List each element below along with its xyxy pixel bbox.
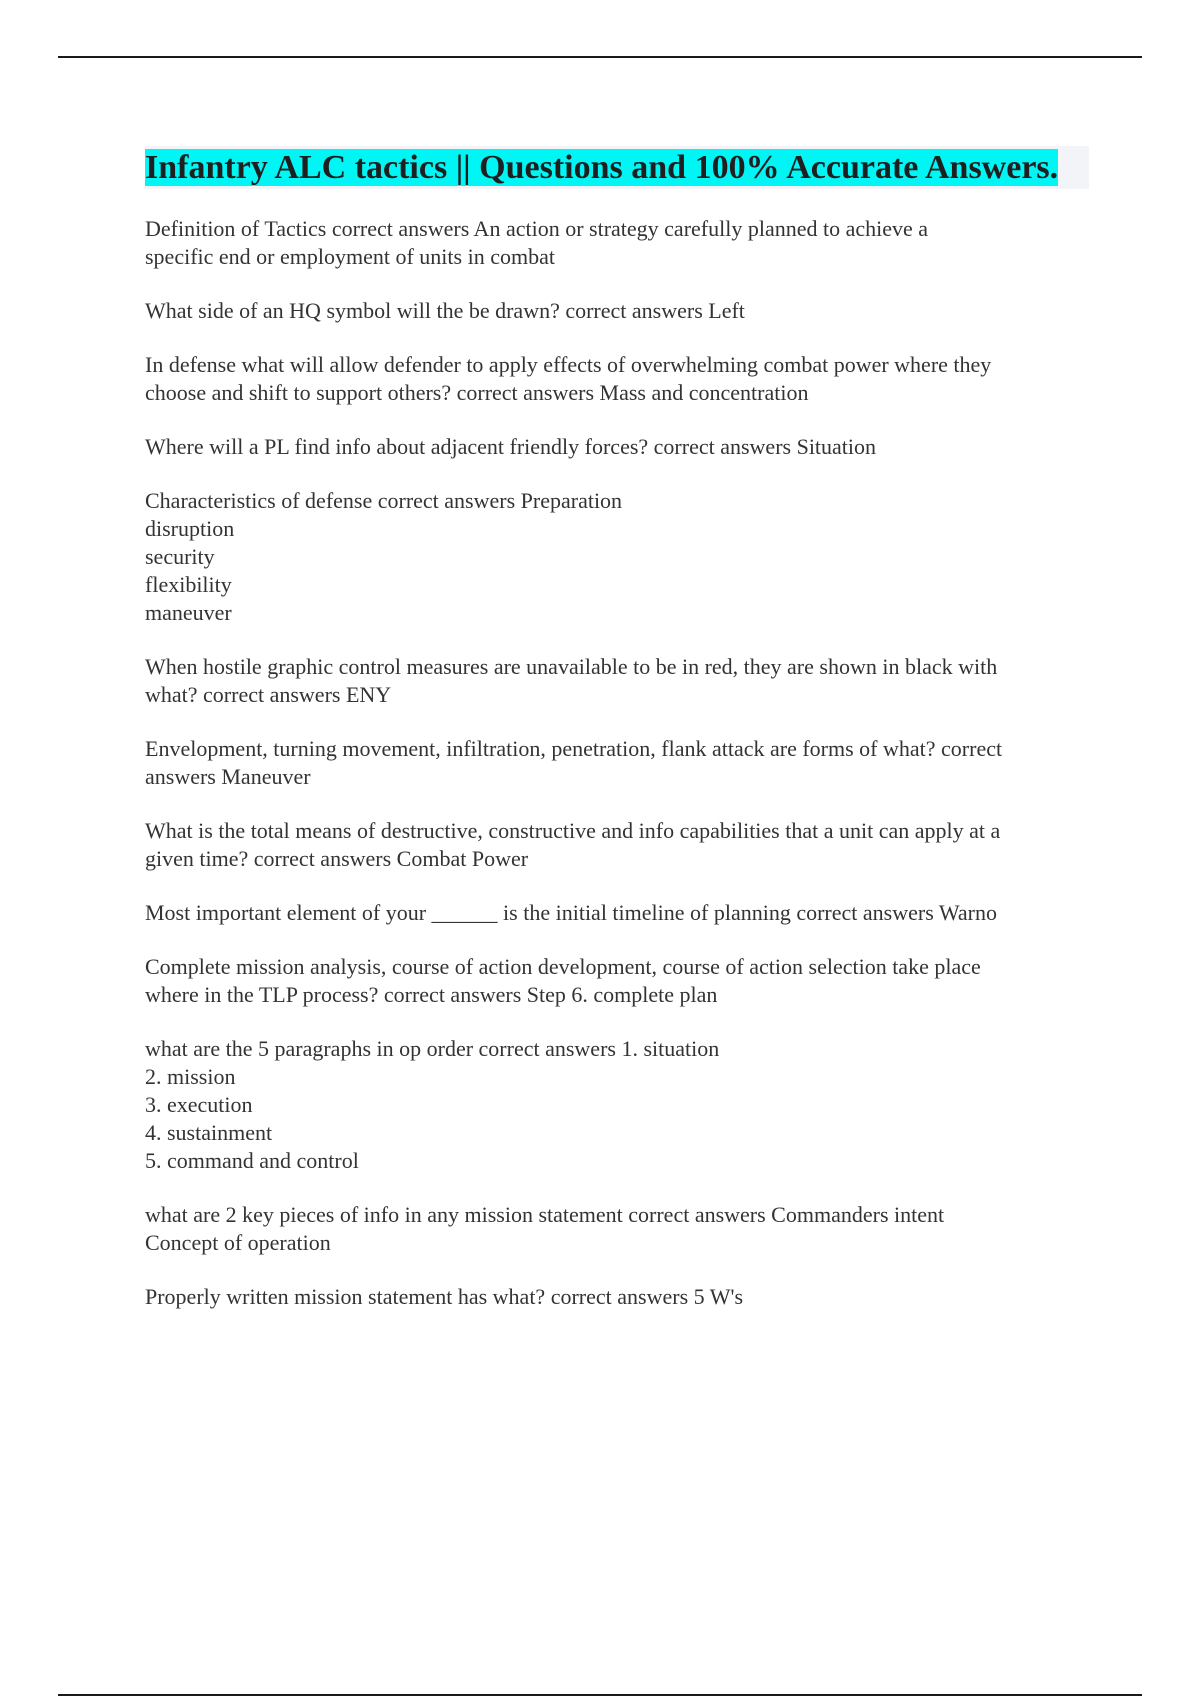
qa-entry bbox=[145, 487, 1089, 627]
qa-line: what are the 5 paragraphs in op order correct answers 1. situation bbox=[145, 1036, 720, 1061]
qa-entry bbox=[145, 653, 1089, 709]
qa-line: 4. sustainment bbox=[145, 1120, 273, 1145]
qa-entry bbox=[145, 817, 1089, 873]
qa-line: Concept of operation bbox=[145, 1230, 331, 1255]
qa-entry bbox=[145, 1035, 1089, 1175]
qa-entry bbox=[145, 953, 1089, 1009]
qa-line: Most important element of your ______ is the initial timeline of planning correct answers Warno bbox=[145, 900, 997, 925]
qa-line: given time? correct answers Combat Power bbox=[145, 846, 529, 871]
qa-entry bbox=[145, 899, 1089, 927]
qa-line: Complete mission analysis, course of action development, course of action selection take place bbox=[145, 954, 981, 979]
document-title-text: Infantry ALC tactics || Questions and 100% Accurate Answers. bbox=[145, 149, 1059, 186]
qa-line: 5. command and control bbox=[145, 1148, 359, 1173]
qa-line: what are 2 key pieces of info in any mission statement correct answers Commanders intent bbox=[145, 1202, 945, 1227]
qa-entry bbox=[145, 215, 1089, 271]
qa-line: Where will a PL find info about adjacent friendly forces? correct answers Situation bbox=[145, 434, 877, 459]
qa-line: flexibility bbox=[145, 572, 232, 597]
title-block bbox=[145, 146, 1089, 189]
document-body bbox=[145, 146, 1089, 1337]
qa-line: What side of an HQ symbol will the be drawn? correct answers Left bbox=[145, 298, 745, 323]
qa-line: answers Maneuver bbox=[145, 764, 311, 789]
qa-entry bbox=[145, 297, 1089, 325]
qa-entry bbox=[145, 433, 1089, 461]
qa-line: what? correct answers ENY bbox=[145, 682, 392, 707]
document-title bbox=[145, 146, 1089, 189]
qa-entry bbox=[145, 735, 1089, 791]
qa-line: where in the TLP process? correct answers Step 6. complete plan bbox=[145, 982, 718, 1007]
qa-line: disruption bbox=[145, 516, 235, 541]
qa-entry bbox=[145, 1283, 1089, 1311]
footer-rule bbox=[58, 1694, 1142, 1696]
qa-line: 2. mission bbox=[145, 1064, 236, 1089]
header-rule bbox=[58, 56, 1142, 58]
qa-line: choose and shift to support others? correct answers Mass and concentration bbox=[145, 380, 809, 405]
qa-line: Properly written mission statement has what? correct answers 5 W's bbox=[145, 1284, 744, 1309]
qa-line: In defense what will allow defender to apply effects of overwhelming combat power where they bbox=[145, 352, 992, 377]
qa-line: specific end or employment of units in combat bbox=[145, 244, 555, 269]
qa-list bbox=[145, 215, 1089, 1311]
qa-line: Definition of Tactics correct answers An action or strategy carefully planned to achieve a bbox=[145, 216, 929, 241]
qa-line: security bbox=[145, 544, 215, 569]
qa-line: 3. execution bbox=[145, 1092, 253, 1117]
qa-entry bbox=[145, 351, 1089, 407]
qa-line: Characteristics of defense correct answers Preparation bbox=[145, 488, 623, 513]
qa-line: What is the total means of destructive, constructive and info capabilities that a unit can apply at a bbox=[145, 818, 1001, 843]
qa-line: maneuver bbox=[145, 600, 232, 625]
qa-line: Envelopment, turning movement, infiltration, penetration, flank attack are forms of what? correct bbox=[145, 736, 1003, 761]
qa-entry bbox=[145, 1201, 1089, 1257]
qa-line: When hostile graphic control measures are unavailable to be in red, they are shown in black with bbox=[145, 654, 998, 679]
